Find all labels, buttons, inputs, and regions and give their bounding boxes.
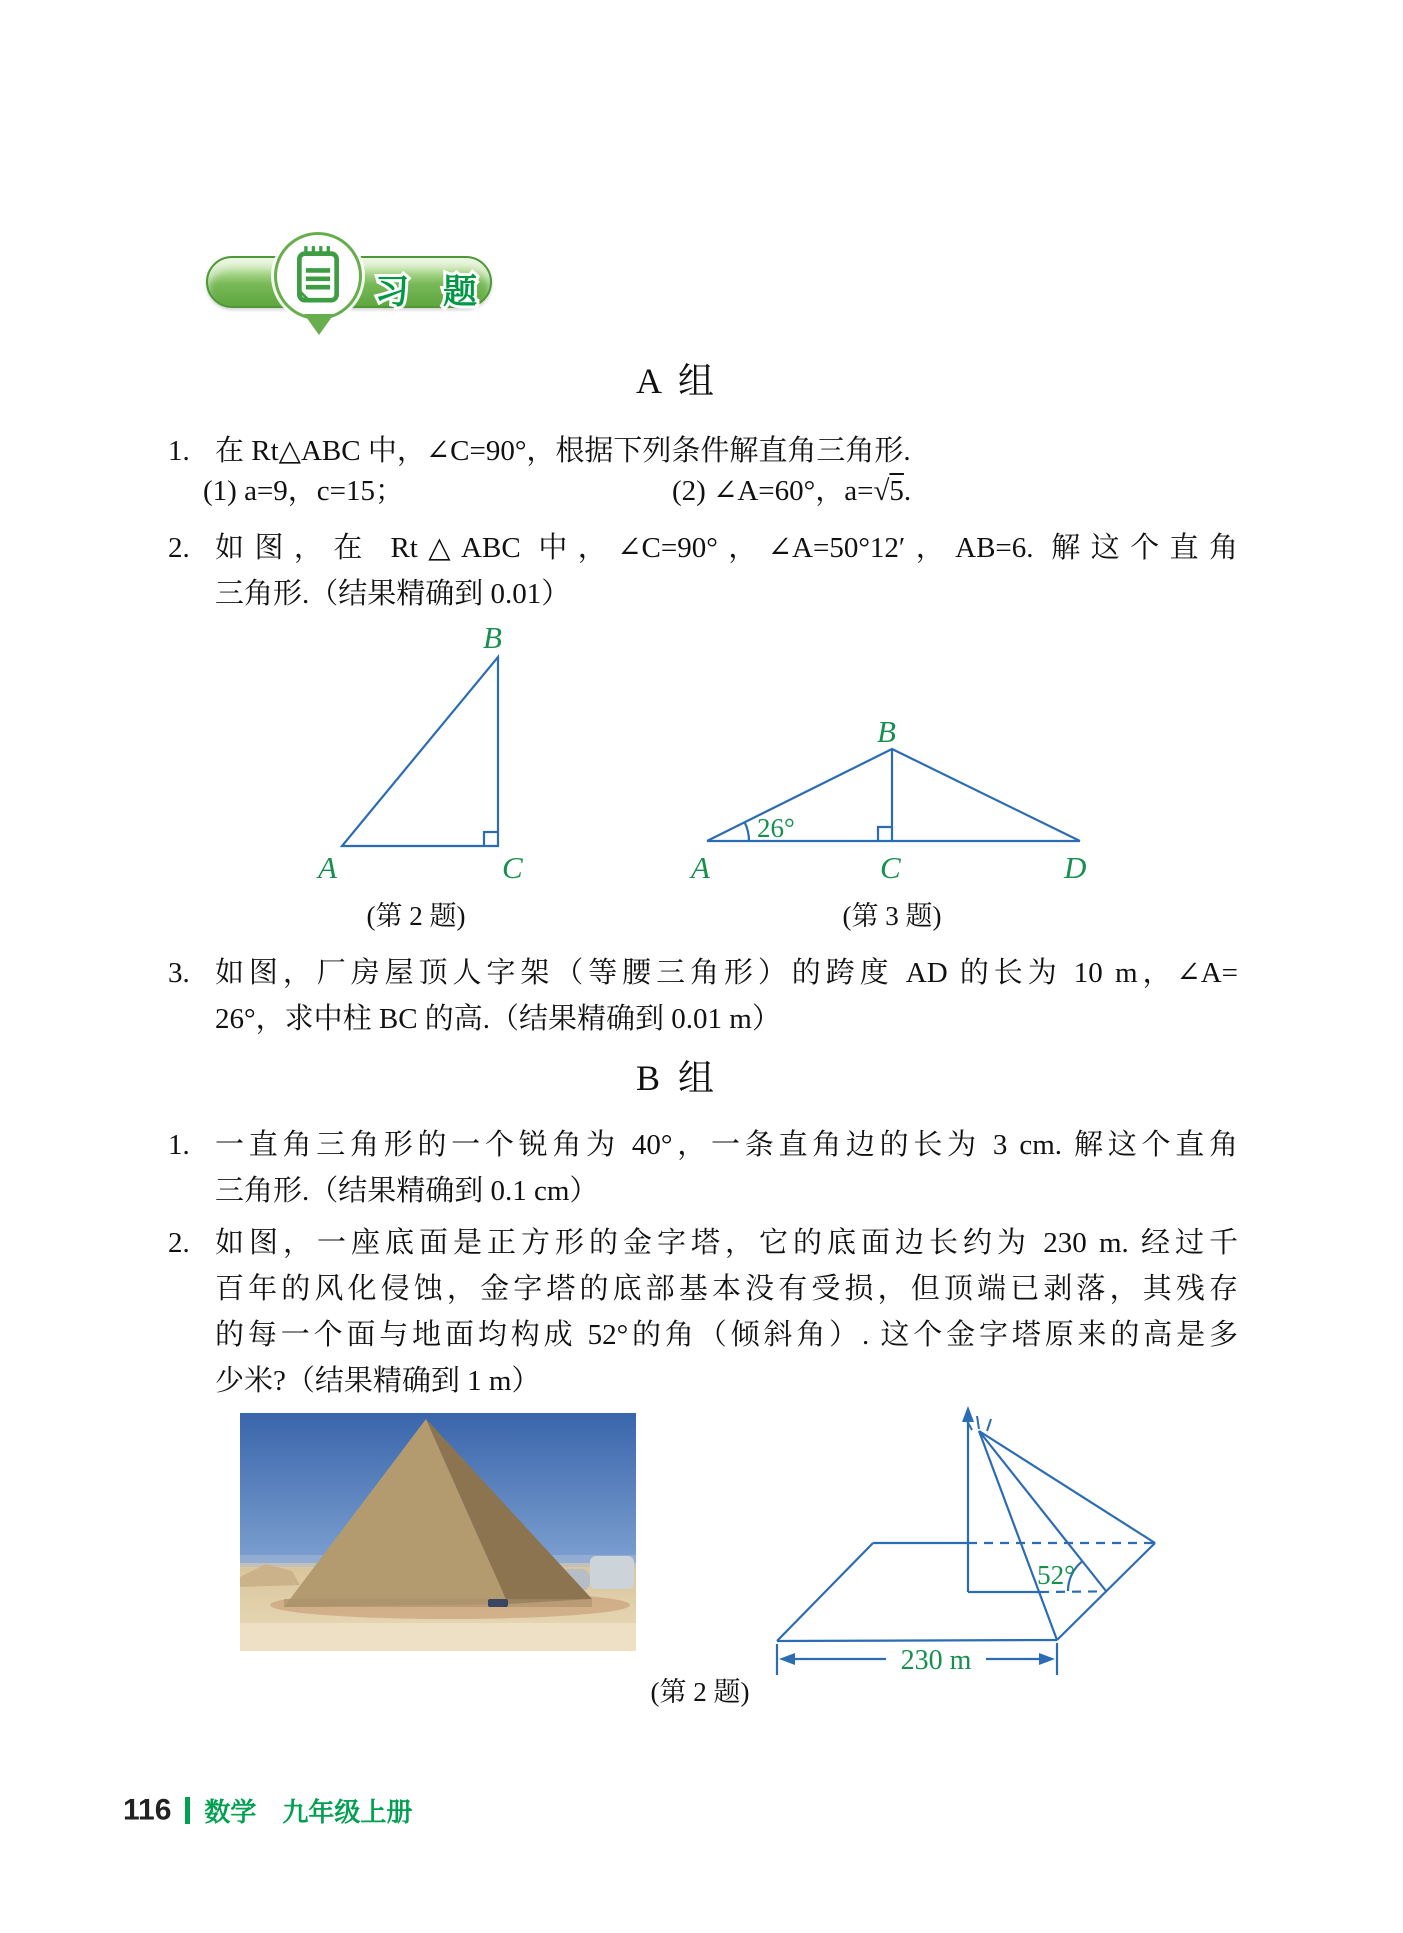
problem-number: 1. bbox=[168, 435, 190, 467]
angle-label: 52° bbox=[1037, 1560, 1075, 1590]
vertex-label-b: B bbox=[483, 620, 502, 655]
building bbox=[590, 1556, 634, 1589]
subitem-1: (1) a=9，c=15； bbox=[203, 475, 405, 507]
problem-text: 如图，厂房屋顶人字架（等腰三角形）的跨度 AD 的长为 10 m，∠A= bbox=[215, 957, 1238, 989]
page-number: 116 bbox=[123, 1793, 172, 1827]
figure-problem3-roof-truss bbox=[680, 702, 1140, 892]
exercise-badge bbox=[206, 226, 506, 356]
vertex-label-a: A bbox=[691, 850, 710, 885]
badge-pointer-icon bbox=[304, 314, 334, 335]
notebook-icon bbox=[277, 235, 359, 317]
vertex-label-a: A bbox=[318, 850, 337, 885]
figure-caption: (第 2 题) bbox=[366, 901, 466, 931]
base-length-label: 230 m bbox=[900, 1645, 972, 1676]
problem-number: 3. bbox=[168, 957, 190, 989]
diagram-solid-lines bbox=[777, 1418, 1155, 1675]
problem-text: 在 Rt△ABC 中，∠C=90°，根据下列条件解直角三角形. bbox=[215, 435, 911, 467]
problem-text: 一直角三角形的一个锐角为 40°，一条直角边的长为 3 cm. 解这个直角 bbox=[215, 1129, 1238, 1161]
problem-text: 如图，在 Rt△ABC 中，∠C=90°，∠A=50°12′，AB=6. 解这个直角 bbox=[215, 532, 1238, 564]
vertex-label-c: C bbox=[502, 850, 523, 885]
figure-caption: (第 2 题) bbox=[650, 1677, 750, 1707]
triangle-lines bbox=[342, 657, 498, 846]
group-b-title: B 组 bbox=[635, 1058, 714, 1098]
badge-title: 习 题 bbox=[375, 273, 477, 311]
problem-text: 三角形.（结果精确到 0.1 cm） bbox=[215, 1175, 599, 1207]
vertex-label-b: B bbox=[877, 714, 896, 749]
footer-divider bbox=[185, 1797, 190, 1824]
arrowheads bbox=[779, 1406, 1055, 1665]
subitem-2: (2) ∠A=60°，a=√5. bbox=[672, 475, 912, 507]
figure-caption: (第 3 题) bbox=[842, 901, 942, 931]
problem-text: 的每一个面与地面均构成 52°的角（倾斜角）. 这个金字塔原来的高是多 bbox=[215, 1319, 1238, 1351]
problem-text: 少米?（结果精确到 1 m） bbox=[215, 1365, 541, 1397]
vertex-label-d: D bbox=[1064, 850, 1087, 885]
radicand: 5 bbox=[889, 475, 904, 507]
vehicle bbox=[488, 1599, 508, 1607]
problem-number: 1. bbox=[168, 1129, 190, 1161]
vertex-label-c: C bbox=[880, 850, 901, 885]
group-a-title: A 组 bbox=[635, 361, 714, 401]
problem-number: 2. bbox=[168, 532, 190, 564]
page-footer bbox=[123, 1792, 413, 1827]
badge-circle bbox=[274, 232, 362, 320]
problem-number: 2. bbox=[168, 1227, 190, 1259]
footer-subject: 数学 九年级上册 bbox=[204, 1797, 413, 1827]
problem-text: 26°，求中柱 BC 的高.（结果精确到 0.01 m） bbox=[215, 1003, 781, 1035]
problem-text: 百年的风化侵蚀，金字塔的底部基本没有受损，但顶端已剥落，其残存 bbox=[215, 1273, 1238, 1305]
angle-label: 26° bbox=[757, 813, 795, 843]
problem-text: 如图，一座底面是正方形的金字塔，它的底面边长约为 230 m. 经过千 bbox=[215, 1227, 1238, 1259]
pyramid-photo bbox=[240, 1413, 636, 1651]
figure-pyramid-diagram bbox=[740, 1398, 1180, 1683]
figure-problem2-triangle bbox=[280, 620, 580, 890]
problem-text: 三角形.（结果精确到 0.01） bbox=[215, 578, 571, 610]
